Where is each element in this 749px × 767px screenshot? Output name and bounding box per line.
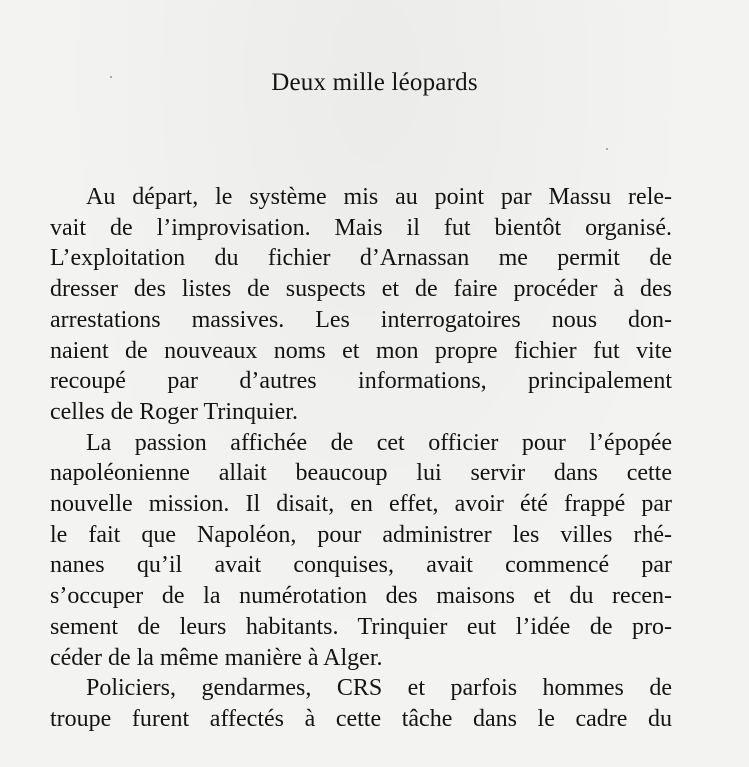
text-line: nanes qu’il avait conquises, avait commencé par bbox=[50, 552, 672, 579]
text-line: napoléonienne allait beaucoup lui servir dans cette bbox=[50, 460, 672, 487]
text-line: nouvelle mission. Il disait, en effet, avoir été frappé par bbox=[50, 491, 672, 518]
paper-speck bbox=[606, 148, 608, 150]
paragraph-3 bbox=[50, 673, 672, 734]
text-line: troupe furent affectés à cette tâche dans le cadre du bbox=[50, 705, 672, 732]
text-line: celles de Roger Trinquier. bbox=[50, 398, 298, 425]
text-line: naient de nouveaux noms et mon propre fichier fut vite bbox=[50, 337, 672, 364]
paragraph-2 bbox=[50, 428, 672, 674]
text-line: dresser des listes de suspects et de faire procéder à des bbox=[50, 276, 672, 303]
paper-speck bbox=[110, 76, 112, 78]
text-line: Au départ, le système mis au point par Massu rele- bbox=[86, 184, 672, 210]
text-line: vait de l’improvisation. Mais il fut bientôt organisé. bbox=[50, 214, 672, 241]
chapter-title: Deux mille léopards bbox=[271, 69, 478, 96]
text-line: recoupé par d’autres informations, principalement bbox=[50, 368, 672, 395]
text-line: céder de la même manière à Alger. bbox=[50, 644, 383, 671]
text-line: sement de leurs habitants. Trinquier eut l’idée de pro- bbox=[50, 613, 672, 640]
text-line: La passion affichée de cet officier pour l’épopée bbox=[86, 429, 672, 456]
text-line: arrestations massives. Les interrogatoires nous don- bbox=[50, 306, 672, 333]
text-line: Policiers, gendarmes, CRS et parfois hommes de bbox=[86, 675, 672, 702]
text-line: s’occuper de la numérotation des maisons et du recen- bbox=[50, 583, 672, 610]
text-line: L’exploitation du fichier d’Arnassan me permit de bbox=[50, 245, 672, 272]
paragraph-1 bbox=[50, 182, 672, 428]
body-text bbox=[50, 182, 672, 735]
text-line: le fait que Napoléon, pour administrer les villes rhé- bbox=[50, 521, 672, 548]
